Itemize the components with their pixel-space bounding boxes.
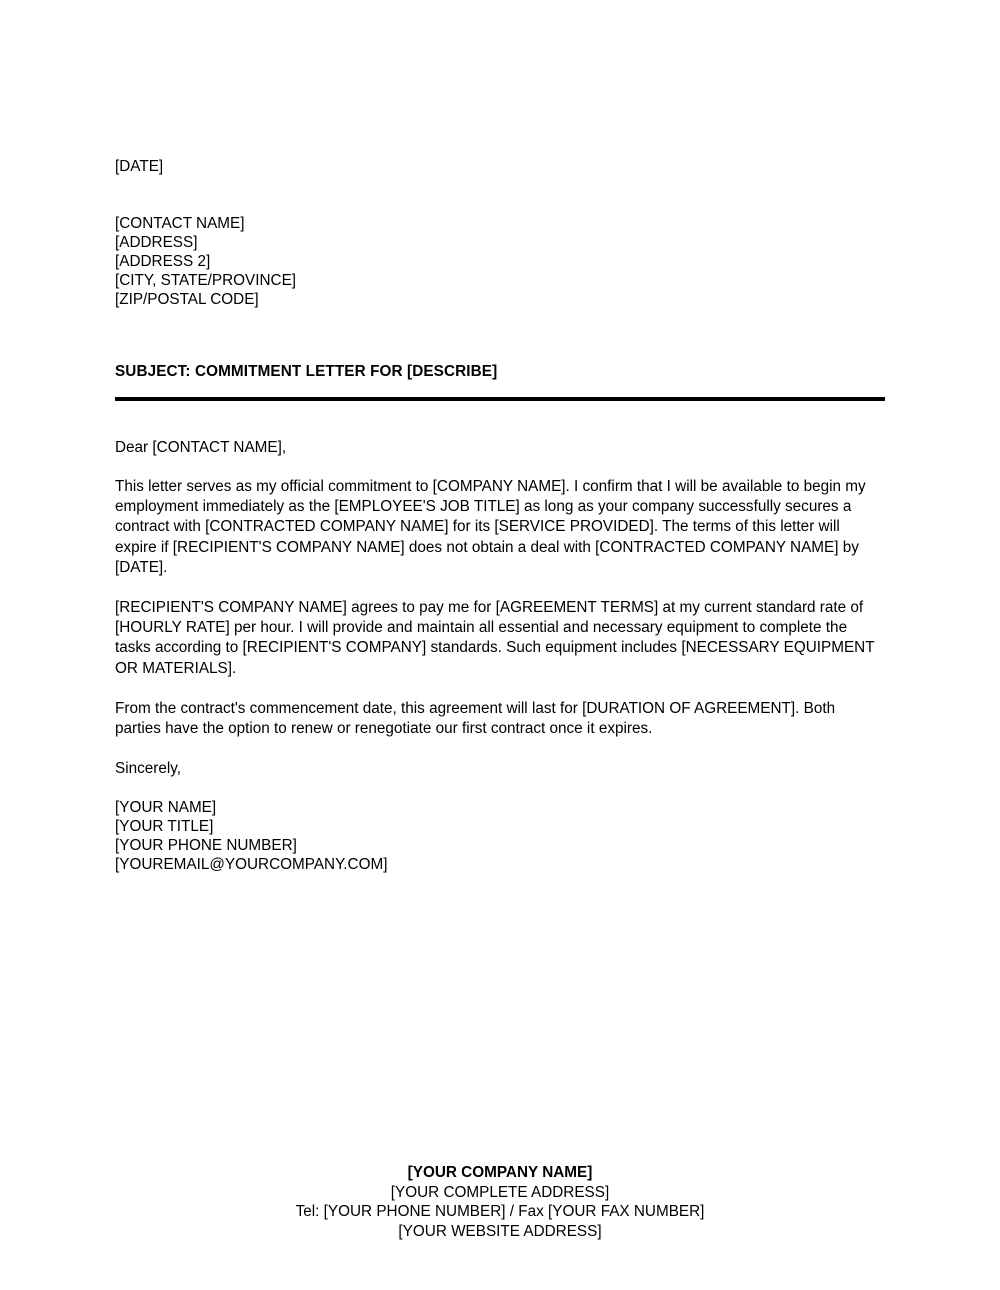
spacer xyxy=(115,739,885,759)
recipient-city-state: [CITY, STATE/PROVINCE] xyxy=(115,272,297,289)
page-footer xyxy=(0,1163,1000,1241)
signature-block xyxy=(115,798,885,874)
subject-divider xyxy=(115,397,885,401)
date-block xyxy=(115,157,163,176)
recipient-zip: [ZIP/POSTAL CODE] xyxy=(115,291,259,308)
spacer xyxy=(115,457,885,477)
body-paragraph-1: This letter serves as my official commitment to [COMPANY NAME]. I confirm that I will be available to begin my employment immediately as the [EMPLOYEE'S JOB TITLE] as long as your company successfully secures a contract with [CONTRACTED COMPANY NAME] for its [SERVICE PROVIDED]. The terms of this letter will expire if [RECIPIENT'S COMPANY NAME] does not obtain a deal with [CONTRACTED COMPANY NAME] by [DATE]. xyxy=(115,478,866,576)
footer-company-name: [YOUR COMPANY NAME] xyxy=(407,1164,593,1181)
signer-phone: [YOUR PHONE NUMBER] xyxy=(115,837,297,855)
recipient-address-block xyxy=(115,214,296,309)
body-paragraph-2: [RECIPIENT'S COMPANY NAME] agrees to pay me for [AGREEMENT TERMS] at my current standard rate of [HOURLY RATE] per hour. I will provide and maintain all essential and necessary equipment to complete the tasks according to [RECIPIENT'S COMPANY] standards. Such equipment includes [NECESSARY EQUIPMENT OR MATERIALS]. xyxy=(115,599,875,677)
recipient-address-2: [ADDRESS 2] xyxy=(115,253,211,270)
spacer xyxy=(115,778,885,798)
salutation: Dear [CONTACT NAME], xyxy=(115,439,287,456)
body-paragraph-3: From the contract's commencement date, this agreement will last for [DURATION OF AGREEMENT]. Both parties have the option to renew or renegotiate our first contract once it expires. xyxy=(115,699,836,738)
spacer xyxy=(115,578,885,598)
letter-body xyxy=(115,438,885,874)
recipient-contact-name: [CONTACT NAME] xyxy=(115,215,245,232)
footer-address: [YOUR COMPLETE ADDRESS] xyxy=(390,1183,610,1201)
subject-block xyxy=(115,362,885,401)
signer-name: [YOUR NAME] xyxy=(115,799,217,817)
date-field: [DATE] xyxy=(115,158,164,175)
closing-line: Sincerely, xyxy=(115,760,182,778)
recipient-address: [ADDRESS] xyxy=(115,234,198,251)
subject-line: SUBJECT: COMMITMENT LETTER FOR [DESCRIBE] xyxy=(115,363,498,380)
footer-website: [YOUR WEBSITE ADDRESS] xyxy=(398,1222,602,1240)
footer-contact: Tel: [YOUR PHONE NUMBER] / Fax [YOUR FAX NUMBER] xyxy=(295,1203,705,1221)
spacer xyxy=(115,679,885,699)
signer-title: [YOUR TITLE] xyxy=(115,818,214,836)
signer-email: [YOUREMAIL@YOURCOMPANY.COM] xyxy=(115,856,388,874)
